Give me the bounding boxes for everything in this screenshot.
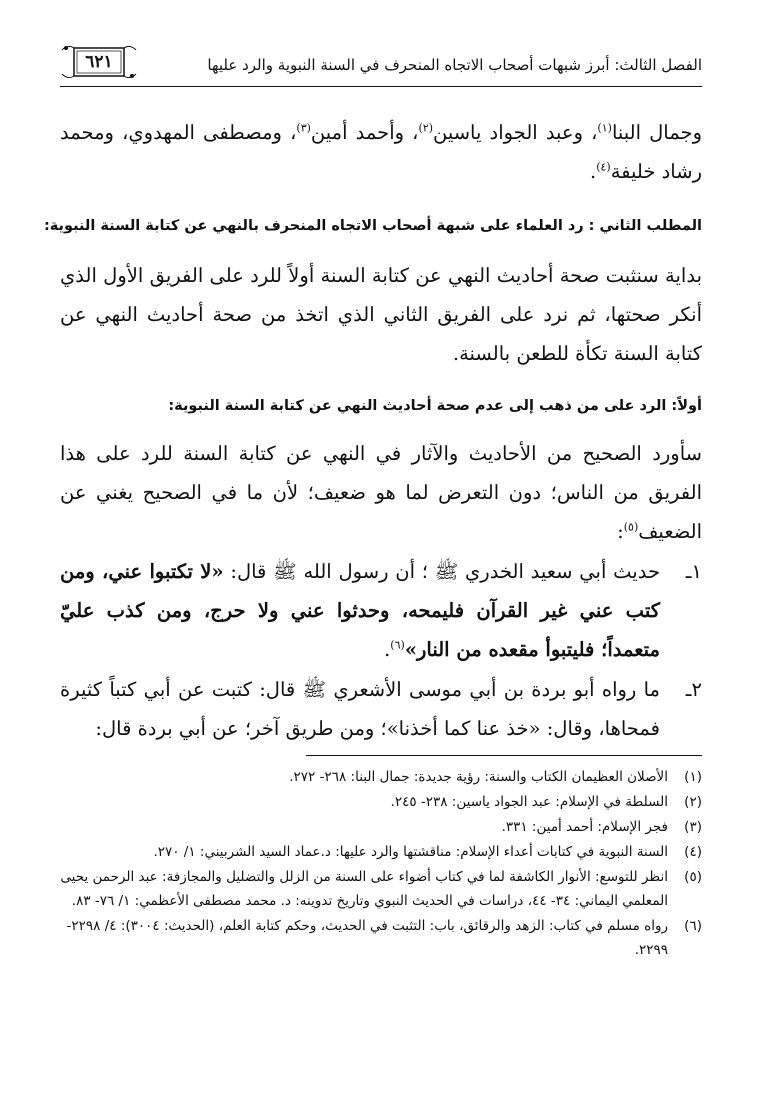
intro-text: ، وأحمد أمين	[310, 121, 419, 144]
intro-paragraph	[60, 113, 702, 191]
intro-text: وجمال البنا	[611, 121, 702, 144]
footnote	[60, 914, 702, 962]
footnote-number: (٦)	[684, 918, 702, 934]
footnote-text: السلطة في الإسلام: عبد الجواد ياسين: ٢٣٨- ٢٤٥.	[390, 794, 668, 810]
footnote	[60, 815, 702, 839]
header-rule	[60, 86, 702, 87]
paragraph-text: سأورد الصحيح من الأحاديث والآثار في النهي عن كتابة السنة للرد على هذا الفريق من الناس؛ دون التعرض لما هو ضعيف؛ لأن ما في الصحيح يغني عن الضعيف	[60, 442, 702, 543]
intro-text: .	[589, 160, 597, 183]
footnote-text: السنة النبوية في كتابات أعداء الإسلام: مناقشتها والرد عليها: د.عماد السيد الشربيني: ١/ ٢٧٠.	[153, 844, 668, 860]
page-number: ٦٢١	[85, 52, 113, 72]
section-heading: المطلب الثاني : رد العلماء على شبهة أصحاب الاتجاه المنحرف بالنهي عن كتابة السنة النبوية:	[43, 218, 702, 234]
page-number-frame	[60, 42, 138, 82]
item-text: ما رواه أبو بردة بن أبي موسى الأشعري ﷺ قال: كتبت عن أبي كتباً كثيرة فمحاها، وقال: «خذ عنا كما أخذنا»؛ ومن طريق آخر؛ عن أبي بردة قال:	[60, 678, 660, 740]
footnote-number: (٢)	[684, 794, 702, 810]
footnote-number: (٥)	[684, 869, 702, 885]
subsection-paragraph	[60, 434, 702, 551]
section-paragraph: بداية سنثبت صحة أحاديث النهي عن كتابة السنة أولاً للرد على الفريق الأول الذي أنكر صحتها، ثم نرد على الفريق الثاني الذي اتخذ من صحة أحاديث النهي عن كتابة السنة تكأة للطعن بالسنة.	[60, 264, 702, 365]
footnote-ref[interactable]: (١)	[597, 121, 612, 135]
item-number: ١ـ	[685, 560, 702, 583]
list-item	[60, 552, 702, 669]
intro-text: ، ومصطفى المهدوي، ومحمد رشاد خليفة	[60, 121, 702, 183]
footnote-ref[interactable]: (٦)	[390, 638, 405, 652]
running-header	[60, 46, 702, 88]
footnote-number: (٣)	[684, 819, 702, 835]
footnote-number: (١)	[684, 769, 702, 785]
footnote-text: رواه مسلم في كتاب: الزهد والرقائق، باب: التثبت في الحديث، وحكم كتابة العلم، (الحديث: ٣٠٠٤): ٤/ ٢٢٩٨- ٢٢٩٩.	[66, 918, 668, 958]
footnote	[60, 865, 702, 913]
intro-text: ، وعبد الجواد ياسين	[432, 121, 598, 144]
item-number: ٢ـ	[685, 678, 702, 701]
subsection-heading: أولاً: الرد على من ذهب إلى عدم صحة أحاديث النهي عن كتابة السنة النبوية:	[168, 398, 702, 414]
footnotes	[60, 765, 702, 963]
hadith-quote: «لا تكتبوا عني، ومن كتب عني غير القرآن فليمحه، وحدثوا عني ولا حرج، ومن كذب عليّ متعمداً؛ فليتبوأ مقعده من النار»	[60, 560, 660, 661]
footnote-ref[interactable]: (٤)	[596, 160, 611, 174]
footnote-text: الأصلان العظيمان الكتاب والسنة: رؤية جديدة: جمال البنا: ٢٦٨- ٢٧٢.	[289, 769, 668, 785]
list-item	[60, 670, 702, 748]
footnote-number: (٤)	[684, 844, 702, 860]
footnote	[60, 790, 702, 814]
footnote-text: انظر للتوسع: الأنوار الكاشفة لما في كتاب أضواء على السنة من الزلل والتضليل والمجازفة: عبد الرحمن يحيى المعلمي اليماني: ٣٤- ٤٤، دراسات في الحديث النبوي وتاريخ تدوينه: د. محمد مصطفى الأعظمي: ١/ ٧٦- ٨٣.	[60, 869, 668, 909]
footnote-ref[interactable]: (٥)	[623, 520, 639, 534]
item-plain-text: .	[384, 638, 391, 661]
footnote	[60, 765, 702, 789]
item-text	[60, 552, 660, 669]
item-plain-text: حديث أبي سعيد الخدري ﷺ ؛ أن رسول الله ﷺ قال:	[223, 560, 660, 583]
footnote-separator	[306, 755, 702, 756]
footnote-ref[interactable]: (٣)	[296, 121, 311, 135]
footnote-text: فجر الإسلام: أحمد أمين: ٣٣١.	[501, 819, 668, 835]
footnote	[60, 840, 702, 864]
chapter-title: الفصل الثالث: أبرز شبهات أصحاب الاتجاه المنحرف في السنة النبوية والرد عليها	[207, 56, 702, 74]
paragraph-text: :	[617, 520, 624, 543]
footnote-ref[interactable]: (٢)	[418, 121, 433, 135]
